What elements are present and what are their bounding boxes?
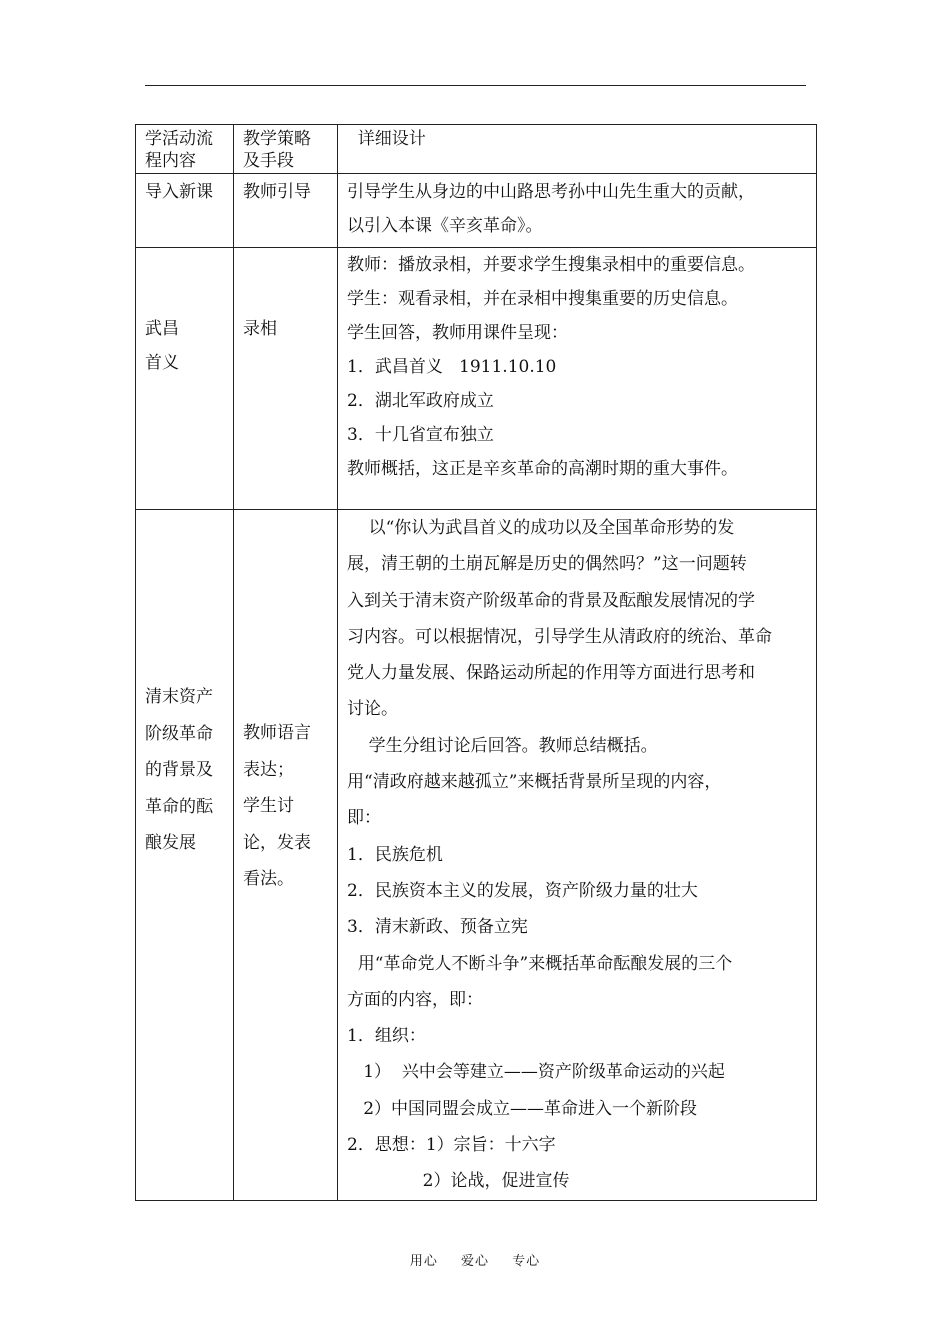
detail-line: 讨论。 xyxy=(347,699,398,720)
detail-line: 1．武昌首义 1911.10.10 xyxy=(347,357,557,377)
detail-line: 用“革命党人不断斗争”来概括革命酝酿发展的三个 xyxy=(347,953,733,974)
detail-line: 用“清政府越来越孤立”来概括背景所呈现的内容， xyxy=(347,772,722,793)
detail-line: 2）论战，促进宣传 xyxy=(347,1171,570,1192)
header-detail xyxy=(338,125,817,174)
detail-line: 3．清末新政、预备立宪 xyxy=(347,917,528,938)
stage-label: 阶级革命 xyxy=(145,723,213,744)
detail-line: 教师概括，这正是辛亥革命的高潮时期的重大事件。 xyxy=(347,459,738,479)
header-strategy-line: 教学策略 xyxy=(243,129,311,149)
stage-cell xyxy=(136,174,234,248)
table-row xyxy=(136,174,817,248)
detail-line: 1．民族危机 xyxy=(347,844,443,865)
detail-line: 即： xyxy=(347,808,381,829)
strategy-label: 看法。 xyxy=(243,869,294,889)
detail-line: 1） 兴中会等建立——资产阶级革命运动的兴起 xyxy=(347,1062,725,1083)
footer-word: 用心 xyxy=(409,1254,438,1269)
detail-line: 2．湖北军政府成立 xyxy=(347,391,494,411)
header-strategy-line: 及手段 xyxy=(243,151,294,171)
stage-cell xyxy=(136,248,234,510)
strategy-label: 录相 xyxy=(243,319,277,339)
detail-line: 2）中国同盟会成立——革命进入一个新阶段 xyxy=(347,1098,698,1119)
page-footer xyxy=(0,1250,950,1269)
header-strategy xyxy=(234,125,338,174)
detail-line: 学生回答，教师用课件呈现： xyxy=(347,323,568,343)
stage-label: 酿发展 xyxy=(145,833,196,853)
header-stage-line: 学活动流 xyxy=(145,129,213,149)
header-stage-line: 程内容 xyxy=(145,151,196,171)
stage-label: 武昌 xyxy=(145,319,179,339)
table-row xyxy=(136,248,817,510)
detail-line: 学生分组讨论后回答。教师总结概括。 xyxy=(347,735,658,756)
strategy-label: 教师引导 xyxy=(243,182,311,202)
stage-label: 清末资产 xyxy=(145,687,213,707)
strategy-cell xyxy=(234,510,338,1201)
strategy-cell xyxy=(234,174,338,248)
lesson-plan-table xyxy=(135,124,817,1201)
detail-line: 学生：观看录相，并在录相中搜集重要的历史信息。 xyxy=(347,289,738,309)
detail-cell xyxy=(338,174,817,248)
stage-label: 导入新课 xyxy=(145,182,213,202)
detail-line: 1．组织： xyxy=(347,1026,426,1047)
stage-cell xyxy=(136,510,234,1201)
stage-label: 首义 xyxy=(145,353,179,373)
strategy-cell xyxy=(234,248,338,510)
table-header-row xyxy=(136,125,817,174)
footer-word: 专心 xyxy=(512,1254,541,1269)
detail-cell xyxy=(338,248,817,510)
detail-line: 以引入本课《辛亥革命》。 xyxy=(347,216,543,236)
detail-line: 3．十几省宣布独立 xyxy=(347,425,494,445)
detail-line: 党人力量发展、保路运动所起的作用等方面进行思考和 xyxy=(347,663,755,684)
detail-line: 方面的内容，即： xyxy=(347,989,483,1010)
detail-line: 2．民族资本主义的发展，资产阶级力量的壮大 xyxy=(347,880,698,901)
strategy-label: 教师语言 xyxy=(243,723,311,743)
header-rule xyxy=(145,85,806,86)
header-stage xyxy=(136,125,234,174)
detail-line: 教师：播放录相，并要求学生搜集录相中的重要信息。 xyxy=(347,255,755,275)
table-row xyxy=(136,510,817,1201)
detail-line: 入到关于清末资产阶级革命的背景及酝酿发展情况的学 xyxy=(347,590,755,611)
strategy-label: 表达； xyxy=(243,759,294,780)
strategy-label: 论，发表 xyxy=(243,832,311,853)
detail-line: 习内容。可以根据情况，引导学生从清政府的统治、革命 xyxy=(347,626,772,647)
detail-cell xyxy=(338,510,817,1201)
detail-line: 展，清王朝的土崩瓦解是历史的偶然吗？”这一问题转 xyxy=(347,554,747,575)
stage-label: 革命的酝 xyxy=(145,796,213,817)
footer-word: 爱心 xyxy=(460,1254,489,1269)
detail-line: 2．思想：1）宗旨：十六字 xyxy=(347,1135,556,1156)
detail-line: 以“你认为武昌首义的成功以及全国革命形势的发 xyxy=(347,518,735,538)
header-detail-label: 详细设计 xyxy=(347,129,426,149)
strategy-label: 学生讨 xyxy=(243,796,294,816)
detail-line: 引导学生从身边的中山路思考孙中山先生重大的贡献， xyxy=(347,182,755,202)
stage-label: 的背景及 xyxy=(145,760,213,780)
